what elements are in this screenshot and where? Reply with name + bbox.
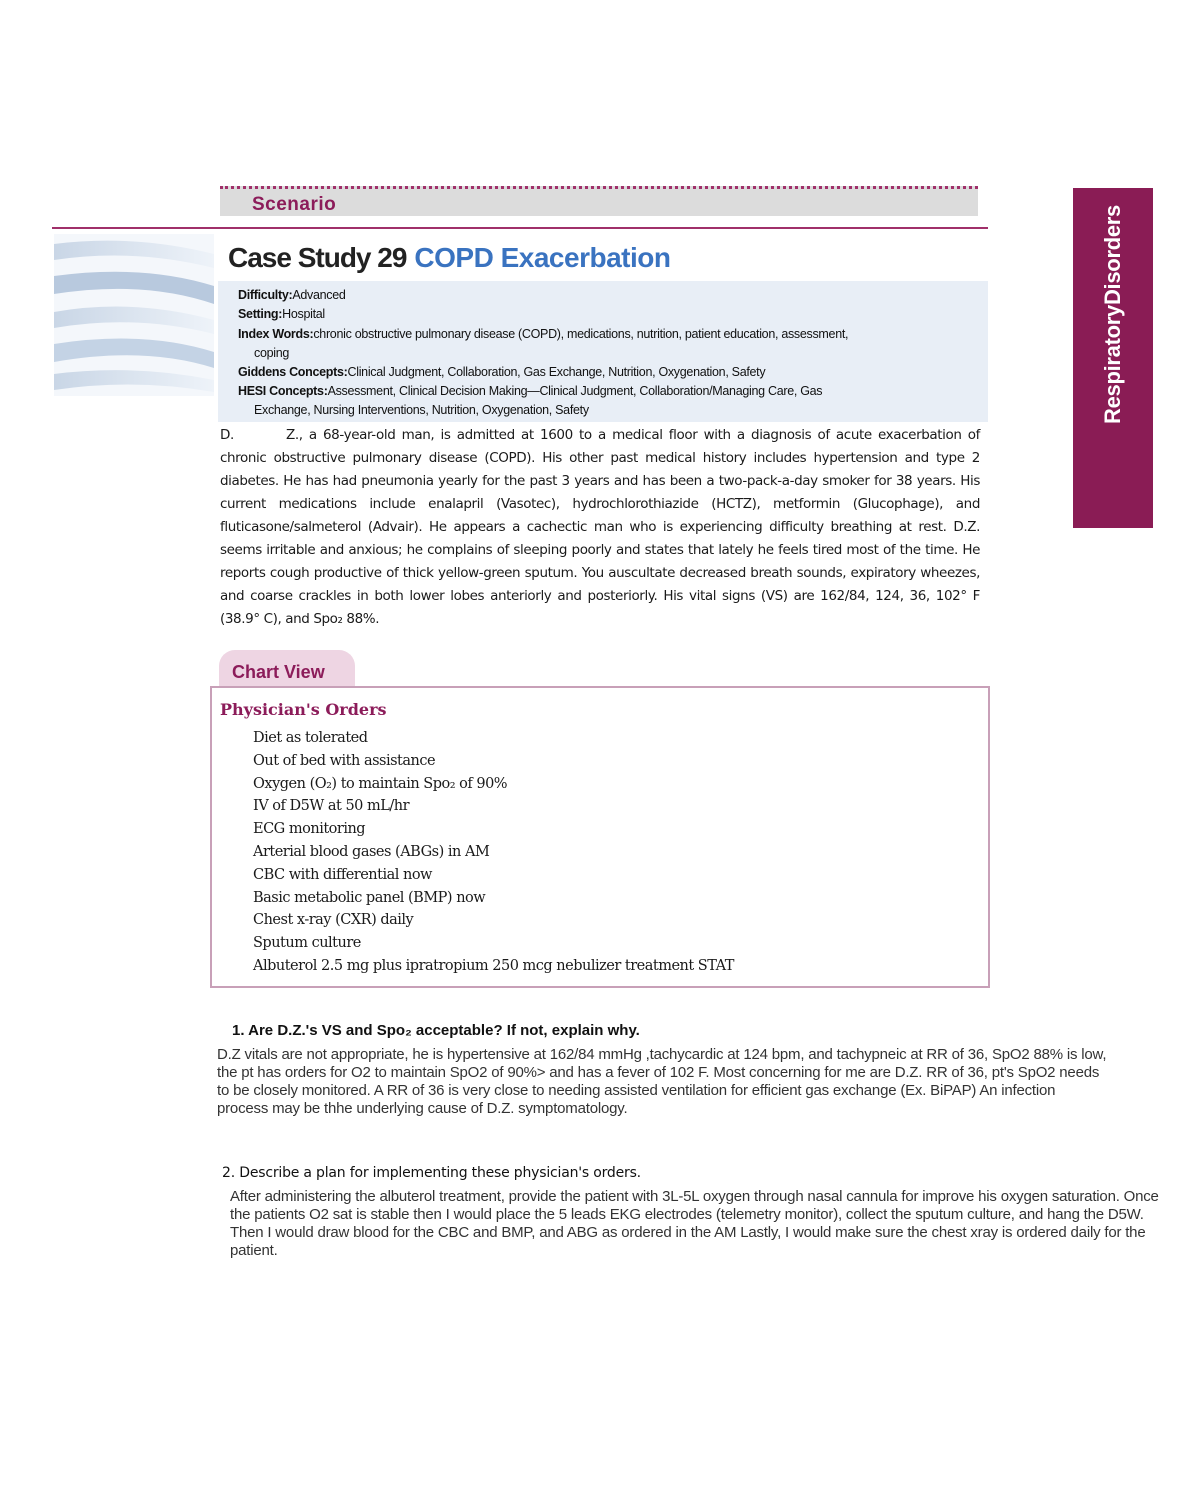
order-item: Albuterol 2.5 mg plus ipratropium 250 mcg nebulizer treatment STAT xyxy=(253,957,734,974)
scenario-body: Z., a 68-year-old man, is admitted at 1600 to a medical floor with a diagnosis of acute exacerbation of chronic obstructive pulmonary disease (COPD). His other past medical history includes hypertension and type 2 diabetes. He has had pneumonia yearly for the past 3 years and has been a two-pack-a-day smoker for 38 years. His current medications include enalapril (Vasotec), hydrochlorothiazide (HCTZ), metformin (Glucophage), and fluticasone/salmeterol (Advair). He appears a cachectic man who is experiencing difficulty breathing at rest. D.Z. seems irritable and anxious; he complains of sleeping poorly and states that lately he feels tired most of the time. He reports cough productive of thick yellow-green sputum. You auscultate decreased breath sounds, expiratory wheezes, and coarse crackles in both lower lobes anteriorly and posteriorly. His vital signs (VS) are 162/84, 124, 36, 102° F (38.9° C), and Spo₂ 88%. xyxy=(220,427,980,627)
order-item: Sputum culture xyxy=(253,935,361,952)
order-item: Diet as tolerated xyxy=(253,730,368,746)
giddens-concepts-line: Giddens Concepts:Clinical Judgment, Collaboration, Gas Exchange, Nutrition, Oxygenation, Safety xyxy=(238,365,766,379)
case-topic: COPD Exacerbation xyxy=(414,242,671,273)
question-2-title xyxy=(222,1165,641,1181)
order-item: Oxygen (O₂) to maintain Spo₂ of 90% xyxy=(253,775,508,792)
order-item: CBC with differential now xyxy=(253,866,432,883)
question-1-number: 1. xyxy=(232,1022,245,1039)
case-title xyxy=(228,242,670,274)
chart-view-label: Chart View xyxy=(232,662,325,682)
decorative-wave-graphic xyxy=(54,234,214,396)
order-item: IV of D5W at 50 mL/hr xyxy=(253,798,410,815)
question-1-answer: D.Z vitals are not appropriate, he is hypertensive at 162/84 mmHg ,tachycardic at 124 bpm, and tachypneic at RR of 36, SpO2 88% is low, the pt has orders for O2 to maintain SpO2 of 90%> and has a fever of 102 F. Most concerning for me are D.Z. RR of 36, pt's SpO2 needs to be closely monitored. A RR of 36 is very close to needing assisted ventilation for efficient gas exchange (Ex. BiPAP) An infection process may be thhe underlying cause of D.Z. symptomatology. xyxy=(217,1046,1107,1117)
order-item: Chest x-ray (CXR) daily xyxy=(253,912,414,929)
order-item: Arterial blood gases (ABGs) in AM xyxy=(253,843,490,860)
physician-orders-heading: Physician's Orders xyxy=(220,700,387,719)
order-item: ECG monitoring xyxy=(253,821,366,838)
case-info-box xyxy=(218,281,988,422)
setting-line: Setting:Hospital xyxy=(238,307,325,321)
scenario-label: Scenario xyxy=(252,194,337,215)
question-2-answer: After administering the albuterol treatment, provide the patient with 3L-5L oxygen through nasal cannula for improve his oxygen saturation. Once the patients O2 sat is stable then I would place the 5 leads EKG electrodes (telemetry monitor), collect the sputum culture, and hang the D5W. Then I would draw blood for the CBC and BMP, and ABG as ordered in the AM Lastly, I would make sure the chest xray is ordered daily for the patient. xyxy=(230,1188,1159,1259)
header-rule xyxy=(52,227,988,229)
patient-initial: D. xyxy=(220,427,234,443)
physician-orders-list xyxy=(253,727,734,978)
chapter-side-tab-label: RespiratoryDisorders xyxy=(1100,205,1125,424)
question-1-title xyxy=(232,1022,640,1039)
question-2-text: Describe a plan for implementing these physician's orders. xyxy=(239,1165,641,1181)
hesi-concepts-line: HESI Concepts:Assessment, Clinical Decision Making—Clinical Judgment, Collaboration/Managing Care, Gas xyxy=(238,384,823,398)
difficulty-line: Difficulty:Advanced xyxy=(238,288,346,302)
question-2-number: 2. xyxy=(222,1165,235,1181)
index-words-line: Index Words:chronic obstructive pulmonary disease (COPD), medications, nutrition, patient education, assessment, xyxy=(238,327,849,341)
index-words-continued: coping xyxy=(254,346,290,360)
case-number: Case Study 29 xyxy=(228,242,407,273)
order-item: Out of bed with assistance xyxy=(253,752,436,769)
hesi-concepts-continued: Exchange, Nursing Interventions, Nutrition, Oxygenation, Safety xyxy=(254,403,589,417)
order-item: Basic metabolic panel (BMP) now xyxy=(253,889,486,906)
scenario-paragraph xyxy=(220,424,980,631)
question-1-text: Are D.Z.'s VS and Spo₂ acceptable? If not, explain why. xyxy=(248,1022,640,1039)
